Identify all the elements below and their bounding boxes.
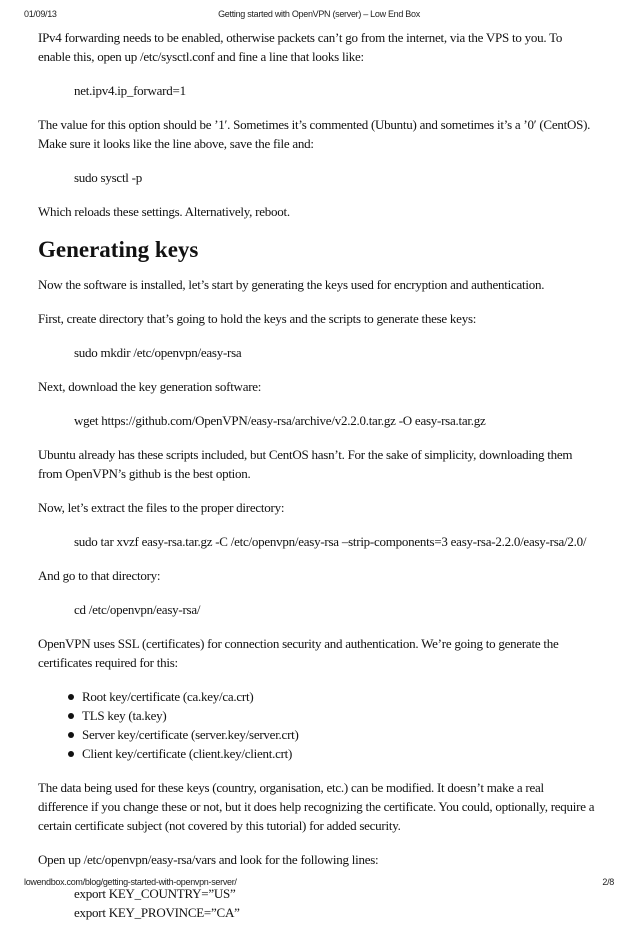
paragraph-option-value: The value for this option should be ’1′. Sometimes it’s commented (Ubuntu) and sometimes it’s a ’0′ (CentOS). Make sure it looks like the line above, save the file and:: [38, 117, 591, 151]
paragraph-ipv4-forwarding: IPv4 forwarding needs to be enabled, otherwise packets can’t go from the internet, via the VPS to you. To enable this, open up /etc/sysctl.conf and fine a line that looks like:: [38, 30, 563, 64]
list-item: [72, 725, 596, 744]
list-item: [72, 744, 596, 763]
certificate-list: [38, 687, 596, 763]
code-line: sudo sysctl -p: [74, 170, 142, 185]
code-cd: [38, 600, 596, 619]
paragraph-download: Next, download the key generation software:: [38, 379, 262, 394]
print-header: [24, 9, 614, 21]
list-item-text: Root key/certificate (ca.key/ca.crt): [82, 689, 254, 704]
paragraph-vars-file: Open up /etc/openvpn/easy-rsa/vars and look for the following lines:: [38, 852, 379, 867]
paragraph-key-data: The data being used for these keys (country, organisation, etc.) can be modified. It doesn’t make a real difference if you change these or not, but it does help recognizing the certificate. You could, optionally, require a certain certificate subject (not covered by this tutorial) for added security.: [38, 780, 595, 833]
code-line: sudo tar xvzf easy-rsa.tar.gz -C /etc/openvpn/easy-rsa –strip-components=3 easy-rsa-2.2.0/easy-rsa/2.0/: [74, 534, 587, 549]
list-item-text: Client key/certificate (client.key/client.crt): [82, 746, 293, 761]
code-ip-forward: [38, 81, 596, 100]
list-item: [72, 687, 596, 706]
print-url: lowendbox.com/blog/getting-started-with-openvpn-server/: [24, 877, 237, 887]
code-sysctl: [38, 168, 596, 187]
list-item-text: TLS key (ta.key): [82, 708, 167, 723]
paragraph-extract: Now, let’s extract the files to the proper directory:: [38, 500, 285, 515]
article-body: [38, 28, 596, 937]
code-wget: [38, 411, 596, 430]
paragraph-reload: Which reloads these settings. Alternatively, reboot.: [38, 204, 290, 219]
list-item: [72, 706, 596, 725]
code-mkdir: [38, 343, 596, 362]
paragraph-go-to-directory: And go to that directory:: [38, 568, 161, 583]
bullet-icon: [68, 732, 74, 738]
code-line: net.ipv4.ip_forward=1: [74, 83, 186, 98]
code-tar: [38, 532, 596, 551]
bullet-icon: [68, 713, 74, 719]
section-heading: Generating keys: [38, 237, 199, 262]
paragraph-ssl: OpenVPN uses SSL (certificates) for connection security and authentication. We’re going to generate the certificates required for this:: [38, 636, 559, 670]
print-footer: [24, 877, 614, 889]
print-page-number: 2/8: [602, 877, 614, 887]
print-date: 01/09/13: [24, 9, 57, 19]
list-item-text: Server key/certificate (server.key/server.crt): [82, 727, 299, 742]
code-line: cd /etc/openvpn/easy-rsa/: [74, 602, 201, 617]
print-page-title: Getting started with OpenVPN (server) – Low End Box: [218, 9, 420, 19]
code-vars: [38, 884, 596, 922]
bullet-icon: [68, 751, 74, 757]
code-line: export KEY_PROVINCE=”CA”: [74, 905, 240, 920]
paragraph-create-directory: First, create directory that’s going to hold the keys and the scripts to generate these keys:: [38, 311, 477, 326]
code-line: wget https://github.com/OpenVPN/easy-rsa/archive/v2.2.0.tar.gz -O easy-rsa.tar.gz: [74, 413, 486, 428]
bullet-icon: [68, 694, 74, 700]
code-line: sudo mkdir /etc/openvpn/easy-rsa: [74, 345, 242, 360]
code-line: export KEY_COUNTRY=”US”: [74, 886, 236, 901]
paragraph-ubuntu-centos: Ubuntu already has these scripts included, but CentOS hasn’t. For the sake of simplicity, downloading them from OpenVPN’s github is the best option.: [38, 447, 573, 481]
paragraph-intro: Now the software is installed, let’s start by generating the keys used for encryption and authentication.: [38, 277, 545, 292]
